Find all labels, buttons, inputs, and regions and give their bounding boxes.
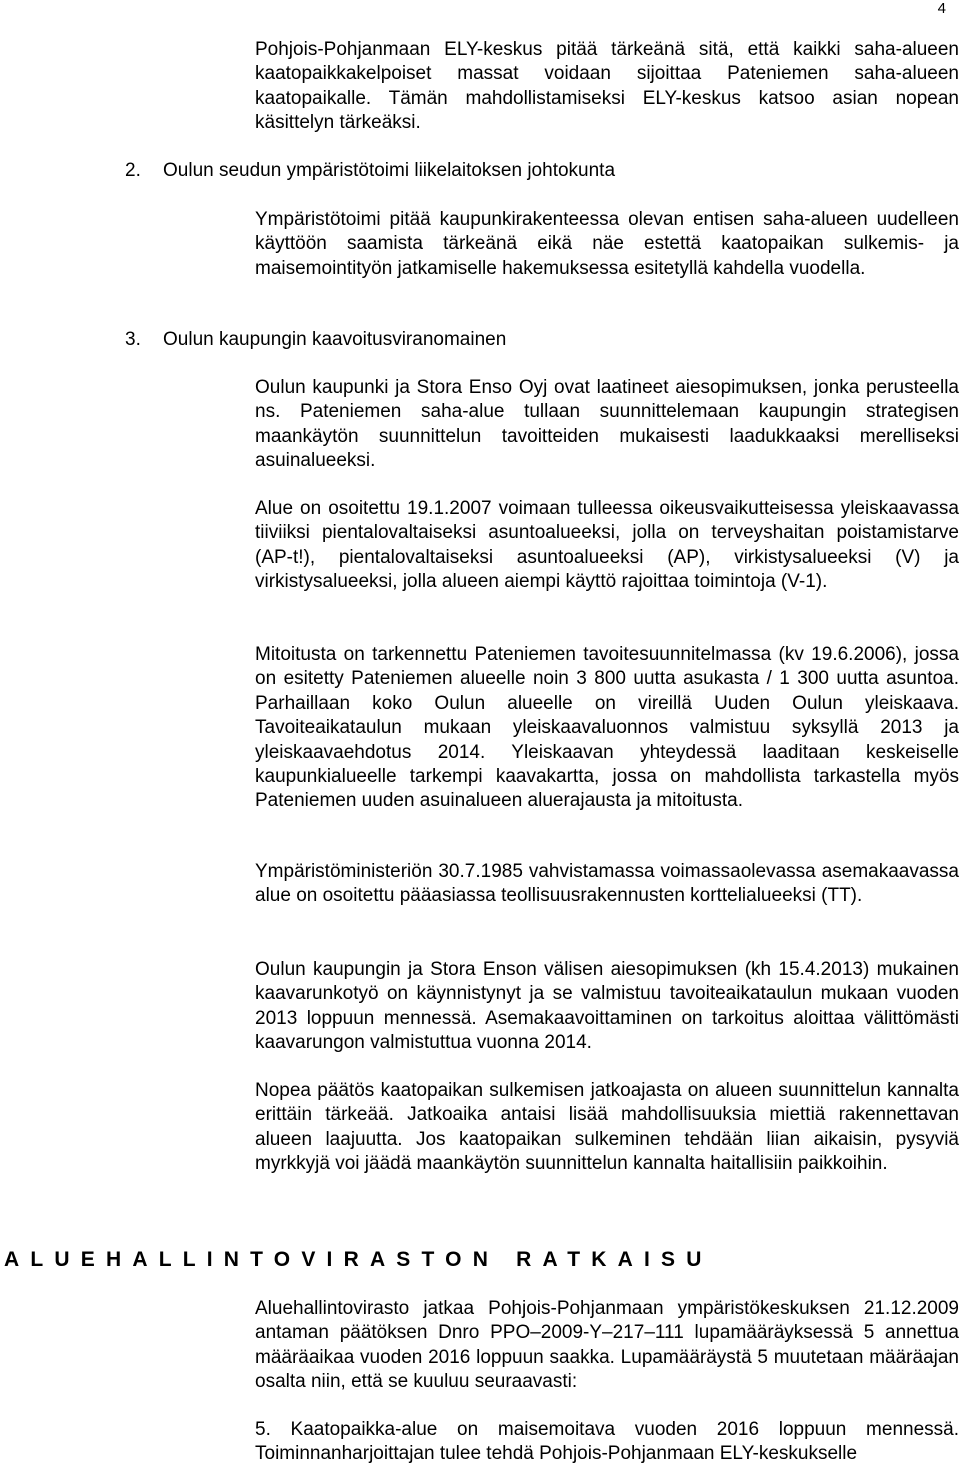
item-heading-3 [125,328,955,352]
item-title: Oulun kaupungin kaavoitusviranomainen [163,329,507,350]
item-3-paragraph-6: Nopea päätös kaatopaikan sulkemisen jatkoajasta on alueen suunnittelun kannalta erittäin tärkeää. Jatkoaika antaisi lisää mahdollisuuksia miettiä rakennettavan alueen laajuutta. Jos kaatopaikan sulkeminen tehdään liian aikaisin, pysyviä myrkkyjä voi jäädä maankäytön suunnittelun kannalta haitallisiin paikkoihin. [255,1080,959,1175]
page-number: 4 [937,0,946,17]
item-heading-2 [125,159,955,183]
item-number: 2. [125,160,141,181]
item-2-paragraph-1: Ympäristötoimi pitää kaupunkirakenteessa olevan entisen saha-alueen uudelleen käyttöön saamista tärkeänä eikä näe estettä kaatopaikan sulkemis- ja maisemointityön jatkamiselle hakemuksessa esitetyllä kahdella vuodella. [255,209,959,279]
decision-title: ALUEHALLINTOVIRASTON RATKAISU [4,1248,713,1271]
item-title: Oulun seudun ympäristötoimi liikelaitoksen johtokunta [163,160,616,181]
intro-paragraph: Pohjois-Pohjanmaan ELY-keskus pitää tärkeänä sitä, että kaikki saha-alueen kaatopaikkakelpoiset massat voidaan sijoittaa Pateniemen saha-alueen kaatopaikalle. Tämän mahdollistamiseksi ELY-keskus katsoo asian nopean käsittelyn tärkeäksi. [255,39,959,134]
item-3-paragraph-4: Ympäristöministeriön 30.7.1985 vahvistamassa voimassaolevassa asemakaavassa alue on osoitettu pääasiassa teollisuusrakennusten korttelialueeksi (TT). [255,861,959,907]
item-3-paragraph-5: Oulun kaupungin ja Stora Enson välisen aiesopimuksen (kh 15.4.2013) mukainen kaavarunkotyö on käynnistynyt ja se valmistuu tavoiteaikataulun mukaan vuoden 2013 loppuun mennessä. Asemakaavoittaminen on tarkoitus aloittaa välittömästi kaavarungon valmistuttua vuonna 2014. [255,959,959,1054]
decision-paragraph-1: Aluehallintovirasto jatkaa Pohjois-Pohjanmaan ympäristökeskuksen 21.12.2009 antaman päätöksen Dnro PPO–2009-Y–217–111 lupamääräyksessä 5 annettua määräaikaa vuoden 2016 loppuun saakka. Lupamääräystä 5 muutetaan määräajan osalta niin, että se kuuluu seuraavasti: [255,1298,959,1393]
item-3-paragraph-3: Mitoitusta on tarkennettu Pateniemen tavoitesuunnitelmassa (kv 19.6.2006), jossa on esitetty Pateniemen alueelle noin 3 800 uutta asukasta / 1 300 uutta asuntoa. Parhaillaan koko Oulun alueelle on vireillä Uuden Oulun yleiskaava. Tavoiteaikataulun mukaan yleiskaavaluonnos valmistuu syksyllä 2013 ja yleiskaavaehdotus 2014. Yleiskaavan yhteydessä laaditaan keskeiselle kaupunkialueelle tarkempi kaavakartta, jossa on mahdollista tarkastella myös Pateniemen uuden asuinalueen aluerajausta ja mitoitusta. [255,644,959,812]
item-3-paragraph-2: Alue on osoitettu 19.1.2007 voimaan tulleessa oikeusvaikutteisessa yleiskaavassa tiiviiksi pientalovaltaiseksi asuntoalueeksi, jolla on terveyshaitan poistamistarve (AP-t!), pientalovaltaiseksi asuntoalueeksi (AP), virkistysalueeksi (V) ja virkistysalueeksi, jolla alueen aiempi käyttö rajoittaa toimintoja (V-1). [255,498,959,593]
item-number: 3. [125,329,141,350]
item-3-paragraph-1: Oulun kaupunki ja Stora Enso Oyj ovat laatineet aiesopimuksen, jonka perusteella ns. Pateniemen saha-alue tullaan suunnittelemaan kaupungin strategisen maankäytön suunnittelun tavoitteiden mukaisesti laadukkaaksi merelliseksi asuinalueeksi. [255,377,959,472]
decision-paragraph-2: 5. Kaatopaikka-alue on maisemoitava vuoden 2016 loppuun mennessä. Toiminnanharjoittajan tulee tehdä Pohjois-Pohjanmaan ELY-keskukselle [255,1419,959,1465]
